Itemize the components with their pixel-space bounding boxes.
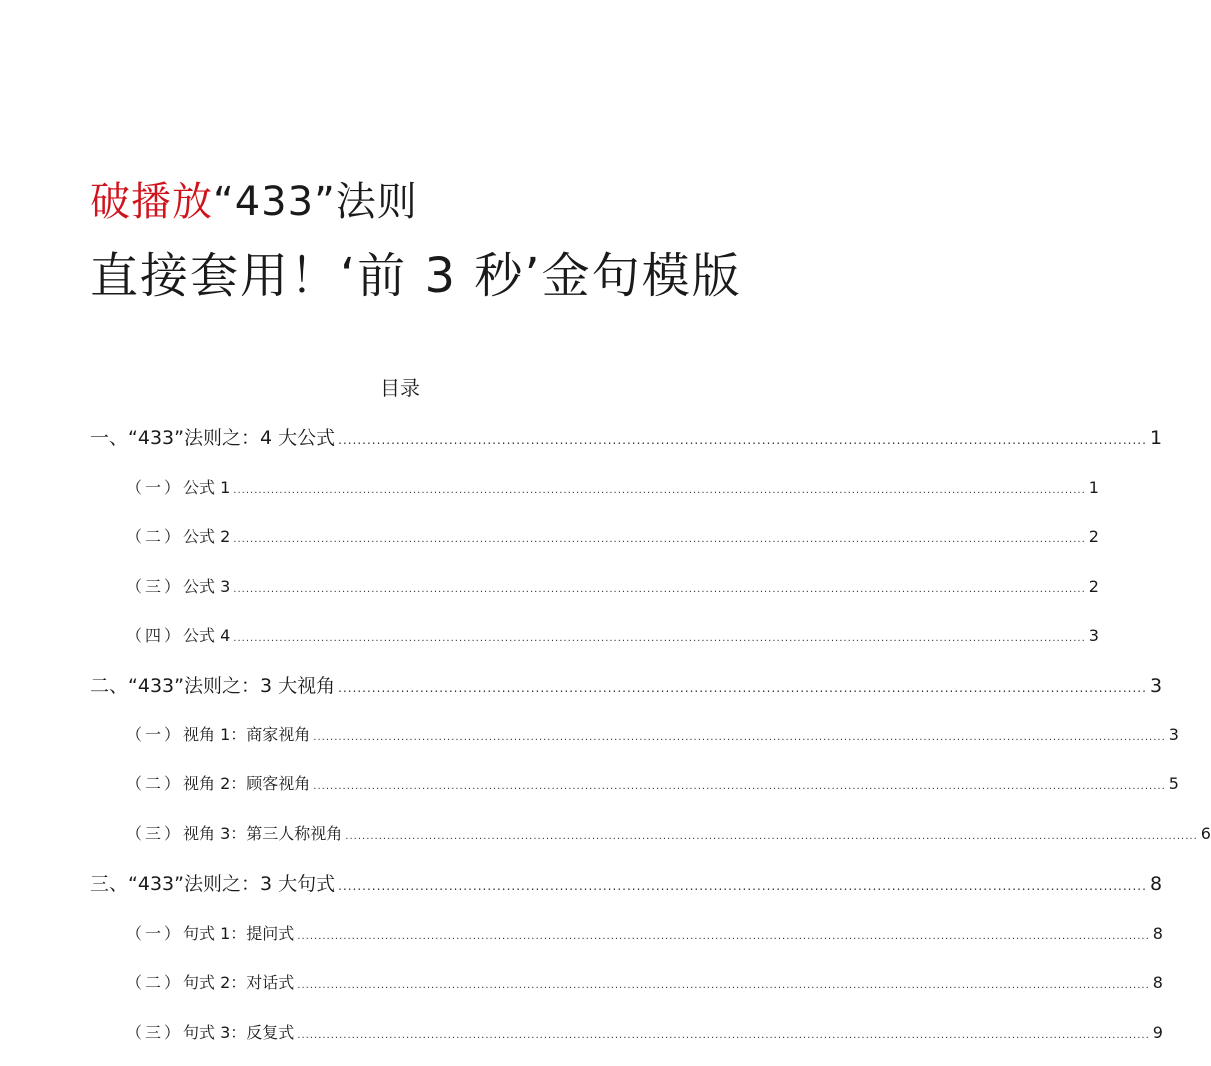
toc-entry-title: 句式 2：对话式 [183,973,295,992]
toc-entry-number: （一） [126,478,184,497]
toc-entry-subsection[interactable] [126,1021,1163,1045]
toc-entry-number: （四） [126,626,184,645]
toc-entry-subsection[interactable] [126,822,1211,846]
toc-entry-title: 视角 1：商家视角 [183,725,311,744]
toc-leader-dots: ............................................................................................................................................................................................................ [297,1030,1150,1041]
toc-entry-subsection[interactable] [126,723,1179,747]
toc-entry-section-2[interactable] [90,672,1163,700]
toc-leader-dots: ............................................................................................................................................................................................................ [233,534,1086,545]
toc-entry-page: 8 [1152,973,1163,992]
toc-leader-dots: ............................................................................................................................................................................................................ [297,931,1150,942]
toc-entry-number: 一、 [90,427,129,449]
toc-entry-title: 句式 3：反复式 [183,1023,295,1042]
toc-entry-number: （一） [126,725,184,744]
title-highlight: 破播放 [90,179,213,225]
toc-leader-dots: ............................................................................................................................................................................................................ [297,980,1150,991]
toc-entry-subsection[interactable] [126,624,1099,648]
toc-leader-dots: ............................................................................................................................................................................................................ [313,732,1166,743]
toc-entry-page: 9 [1152,1023,1163,1042]
toc-entry-page: 6 [1200,824,1211,843]
toc-leader-dots: ............................................................................................................................................................................................................ [233,584,1086,595]
toc-leader-dots: ........................................................................................................................................................................ [338,879,1147,893]
toc-entry-page: 2 [1088,527,1099,546]
toc-entry-subsection[interactable] [126,971,1163,995]
toc-leader-dots: ........................................................................................................................................................................ [338,433,1147,447]
toc-entry-number: （三） [126,824,184,843]
toc-entry-title: “433”法则之：3 大句式 [128,873,336,895]
toc-entry-subsection[interactable] [126,476,1099,500]
toc-leader-dots: ........................................................................................................................................................................ [338,681,1147,695]
toc-entry-title: 句式 1：提问式 [183,924,295,943]
toc-entry-number: （二） [126,527,184,546]
toc-entry-number: （一） [126,924,184,943]
toc-entry-page: 3 [1149,675,1163,697]
toc-leader-dots: ............................................................................................................................................................................................................ [233,633,1086,644]
toc-entry-number: 三、 [90,873,129,895]
toc-entry-page: 8 [1149,873,1163,895]
toc-entry-page: 5 [1168,774,1179,793]
toc-entry-section-3[interactable] [90,870,1163,898]
toc-entry-number: 二、 [90,675,129,697]
toc-entry-page: 8 [1152,924,1163,943]
toc-entry-number: （三） [126,577,184,596]
toc-entry-title: 公式 4 [183,626,231,645]
toc-entry-subsection[interactable] [126,922,1163,946]
document-title-line-2: 直接套用！‘前 3 秒’金句模版 [90,248,742,304]
toc-entry-section-1[interactable] [90,424,1163,452]
toc-entry-page: 1 [1149,427,1163,449]
toc-entry-subsection[interactable] [126,525,1099,549]
toc-entry-subsection[interactable] [126,772,1179,796]
toc-entry-page: 2 [1088,577,1099,596]
toc-entry-number: （三） [126,1023,184,1042]
toc-leader-dots: ............................................................................................................................................................................................................ [345,831,1198,842]
toc-entry-page: 3 [1088,626,1099,645]
toc-entry-number: （二） [126,774,184,793]
toc-entry-title: 公式 2 [183,527,231,546]
toc-entry-title: “433”法则之：4 大公式 [128,427,336,449]
toc-entry-title: “433”法则之：3 大视角 [128,675,336,697]
toc-entry-title: 视角 2：顾客视角 [183,774,311,793]
toc-entry-number: （二） [126,973,184,992]
toc-leader-dots: ............................................................................................................................................................................................................ [233,485,1086,496]
title-rest: “433”法则 [213,179,418,225]
toc-entry-subsection[interactable] [126,575,1099,599]
toc-heading: 目录 [380,376,420,400]
toc-entry-page: 1 [1088,478,1099,497]
toc-leader-dots: ............................................................................................................................................................................................................ [313,781,1166,792]
toc-entry-title: 视角 3：第三人称视角 [183,824,343,843]
toc-entry-page: 3 [1168,725,1179,744]
toc-entry-title: 公式 3 [183,577,231,596]
toc-entry-title: 公式 1 [183,478,231,497]
